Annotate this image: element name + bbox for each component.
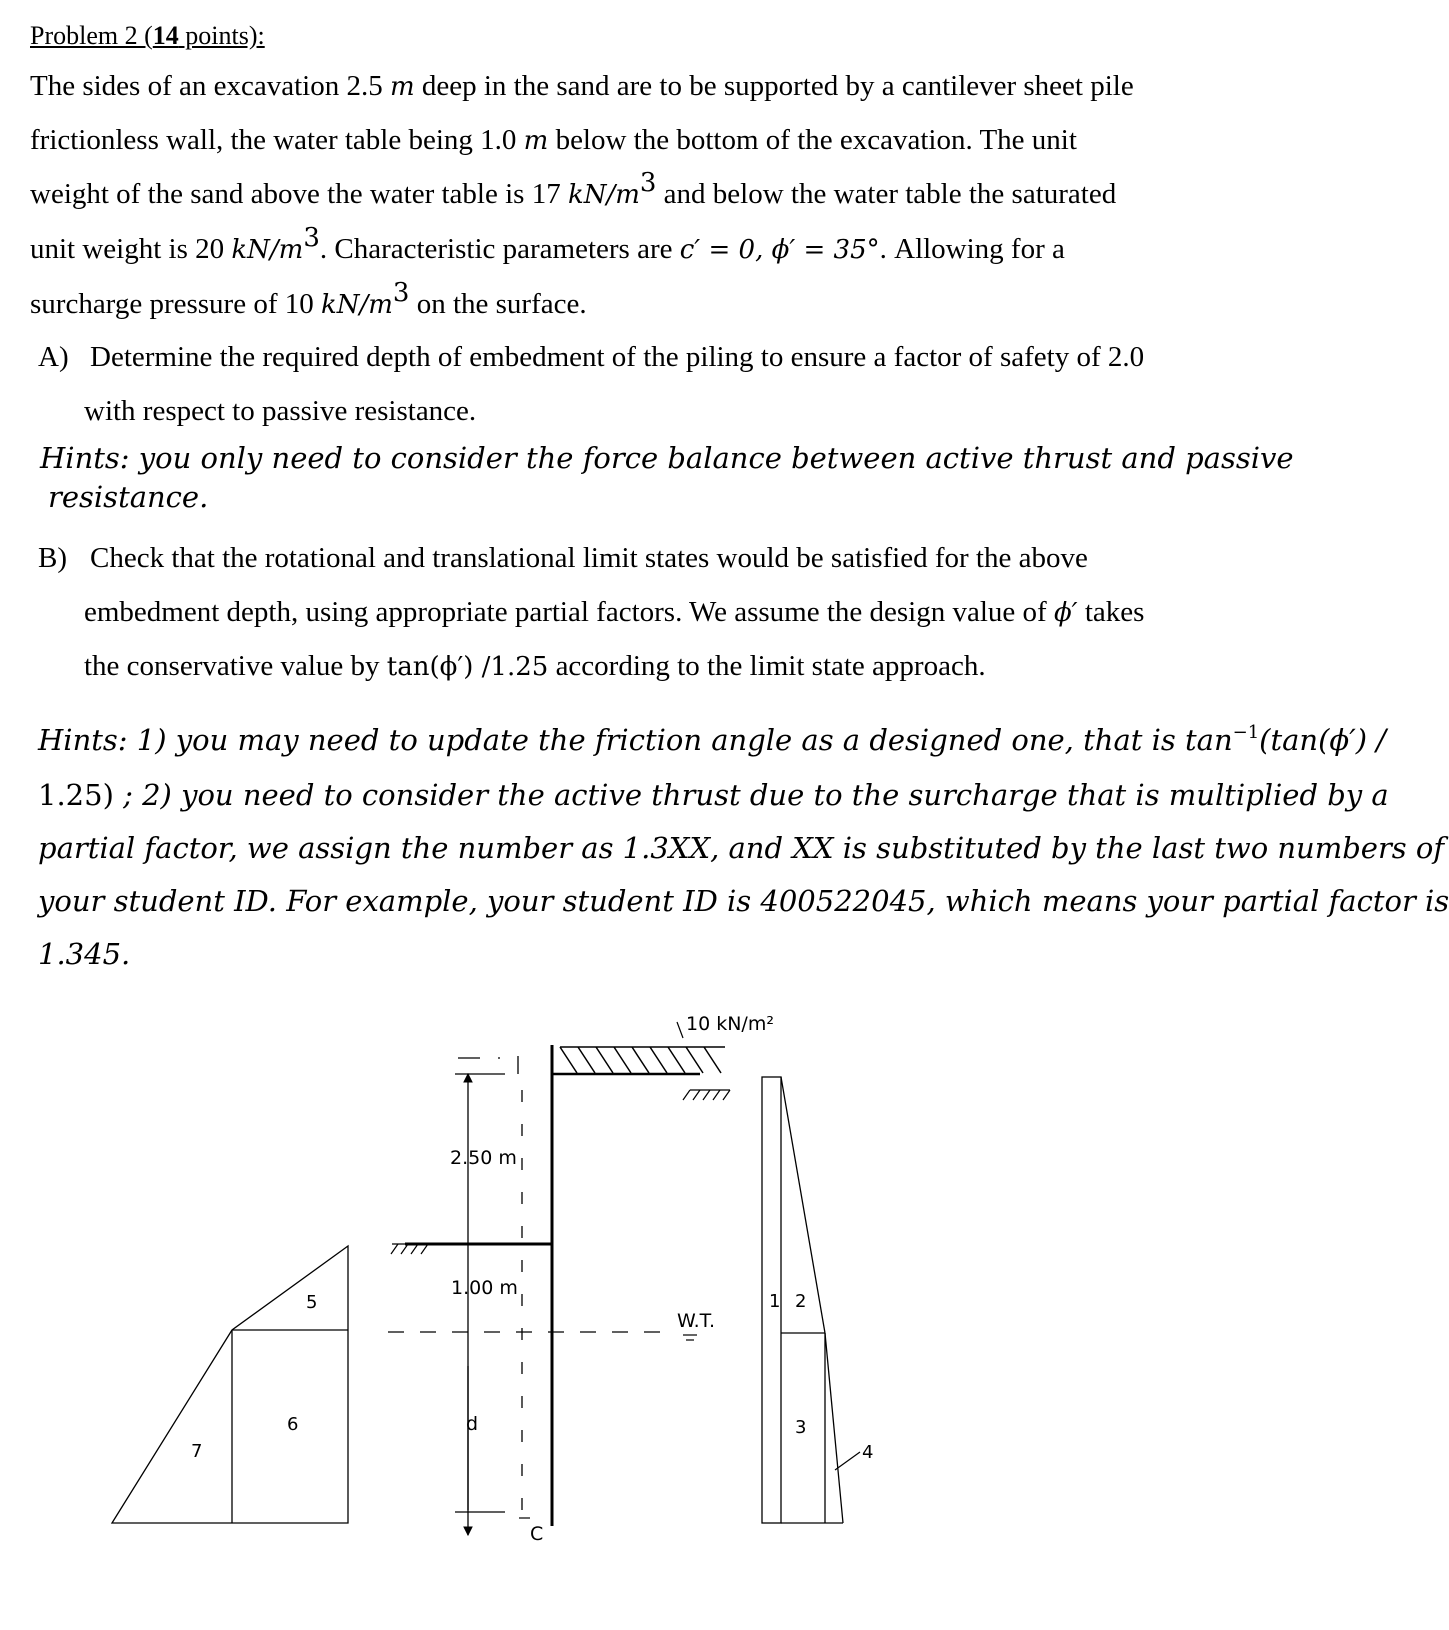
region-label-6: 6 xyxy=(287,1414,299,1435)
hint-b-line-4: your student ID. For example, your student ID is 400522045, which means your partial factor is xyxy=(38,884,1449,918)
hint-b-line-3: partial factor, we assign the number as 1.3XX, and XX is substituted by the last two numbers of xyxy=(38,831,1445,865)
hint-b-line-1: Hints: 1) you may need to update the friction angle as a designed one, that is $\tan^{-1}(\tan(\phi')$ / xyxy=(38,722,1387,757)
problem-title: Problem 2 (14 points): xyxy=(30,21,265,50)
part-b-line-1: B) Check that the rotational and translational limit states would be satisfied for the above xyxy=(38,542,1088,574)
surcharge-hatching xyxy=(560,1047,725,1073)
statement-line-3: weight of the sand above the water table is 17 $kN/m^3$ and below the water table the saturated xyxy=(30,168,1117,210)
statement-line-4: unit weight is 20 $kN/m^3$. Characteristic parameters are c′ = 0, ϕ′ = 35°. Allowing for a xyxy=(30,223,1065,265)
part-b-label: B) xyxy=(38,542,67,574)
part-b-line-3: the conservative value by tan(ϕ′) /1.25 according to the limit state approach. xyxy=(84,650,986,682)
sheet-pile-diagram xyxy=(0,990,1297,1570)
region-label-3: 3 xyxy=(795,1417,807,1438)
depth-lower-label: 1.00 m xyxy=(451,1277,518,1299)
statement-line-5: surcharge pressure of 10 $kN/m^3$ on the surface. xyxy=(30,278,587,320)
hint-a-line-2: resistance. xyxy=(48,480,209,514)
region-label-7: 7 xyxy=(191,1441,203,1462)
ground-symbol-upper xyxy=(683,1090,730,1100)
toe-label: C xyxy=(530,1523,544,1545)
surcharge-label: 10 kN/m² xyxy=(686,1013,774,1035)
embed-depth-label: d xyxy=(466,1413,479,1435)
region-label-1: 1 xyxy=(769,1291,781,1312)
passive-pressure-diagram xyxy=(112,1246,348,1523)
part-a-label: A) xyxy=(38,341,69,373)
hint-b-line-5: 1.345. xyxy=(38,937,131,971)
region-label-2: 2 xyxy=(795,1291,807,1312)
depth-upper-label: 2.50 m xyxy=(450,1147,517,1169)
region-label-4: 4 xyxy=(862,1442,874,1463)
statement-line-2: frictionless wall, the water table being 1.0 m below the bottom of the excavation. The unit xyxy=(30,124,1077,156)
hint-b-line-2: 1.25) ; 2) you need to consider the active thrust due to the surcharge that is multiplied by a xyxy=(38,778,1389,812)
part-a-line-1: A) Determine the required depth of embedment of the piling to ensure a factor of safety of 2.0 xyxy=(38,341,1145,373)
part-a-line-2: with respect to passive resistance. xyxy=(84,395,477,427)
hint-a-line-1: Hints: you only need to consider the force balance between active thrust and passive xyxy=(40,441,1294,475)
statement-line-1: The sides of an excavation 2.5 m deep in the sand are to be supported by a cantilever sheet pile xyxy=(30,70,1134,102)
part-b-line-2: embedment depth, using appropriate partial factors. We assume the design value of ϕ′ takes xyxy=(84,596,1145,628)
water-table-label: W.T. xyxy=(677,1310,716,1332)
region-label-5: 5 xyxy=(306,1292,318,1313)
